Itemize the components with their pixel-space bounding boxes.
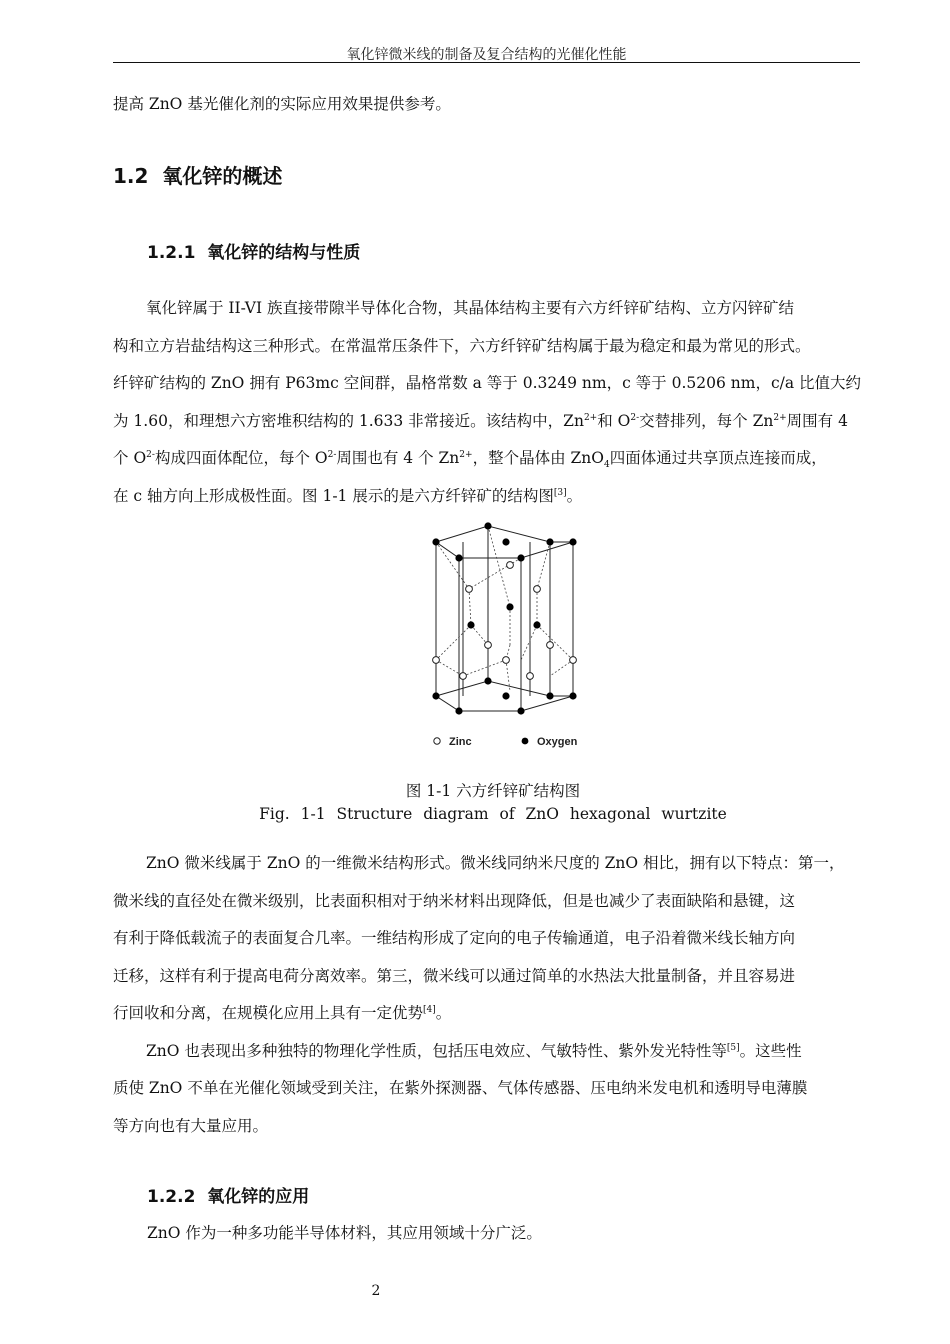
citation: [4] bbox=[423, 1004, 436, 1015]
zinc-legend-marker bbox=[434, 738, 440, 744]
subsection-title: 氧化锌的结构与性质 bbox=[207, 243, 361, 263]
paragraph-structure bbox=[113, 290, 873, 515]
text-line: 构和立方岩盐结构这三种形式。在常温常压条件下，六方纤锌矿结构属于最为稳定和最为常见的形式。 bbox=[113, 336, 811, 355]
continued-text: 提高 ZnO 基光催化剂的实际应用效果提供参考。 bbox=[113, 95, 451, 113]
text-line: 在 c 轴方向上形成极性面。图 1-1 展示的是六方纤锌矿的结构图[3]。 bbox=[113, 486, 583, 505]
text-line: 为 1.60，和理想六方密堆积结构的 1.633 非常接近。该结构中，$Zn^{2+}$和 $O^{2-}$交替排列，每个 $Zn^{2+}$周围有 4 bbox=[113, 411, 848, 430]
subsection-number: 1.2.2 bbox=[147, 1187, 196, 1207]
page-number: 2 bbox=[371, 1283, 381, 1299]
subsection-heading-2 bbox=[147, 1182, 309, 1207]
paragraph-applications: ZnO 作为一种多功能半导体材料，其应用领域十分广泛。 bbox=[147, 1224, 542, 1242]
legend-zinc: Zinc bbox=[449, 736, 472, 748]
text-line: 个 $O^{2-}$构成四面体配位，每个 $O^{2-}$周围也有 4 个 $Zn^{2+}$，整个晶体由 ZnO$_4$四面体通过共享顶点连接而成， bbox=[113, 449, 827, 471]
text-line: 迁移，这样有利于提高电荷分离效率。第三，微米线可以通过简单的水热法大批量制备，并且容易进 bbox=[113, 966, 796, 985]
subsection-number: 1.2.1 bbox=[147, 243, 196, 263]
text-line: 纤锌矿结构的 ZnO 拥有 P63mc 空间群，晶格常数 a 等于 0.3249 nm，c 等于 0.5206 nm，c/a 比值大约 bbox=[113, 374, 862, 392]
text-line: 氧化锌属于 II-VI 族直接带隙半导体化合物，其晶体结构主要有六方纤锌矿结构、立方闪锌矿结 bbox=[146, 299, 795, 317]
text-line: ZnO 也表现出多种独特的物理化学性质，包括压电效应、气敏特性、紫外发光特性等[5]。这些性 bbox=[146, 1041, 802, 1060]
text-line: 等方向也有大量应用。 bbox=[113, 1116, 269, 1135]
running-header: 氧化锌微米线的制备及复合结构的光催化性能 bbox=[346, 47, 627, 63]
legend-oxygen: Oxygen bbox=[537, 736, 578, 748]
text-line: 有利于降低载流子的表面复合几率。一维结构形成了定向的电子传输通道，电子沿着微米线长轴方向 bbox=[113, 929, 796, 947]
section-title: 氧化锌的概述 bbox=[162, 164, 283, 188]
section-number: 1.2 bbox=[113, 164, 149, 188]
text-line: 微米线的直径处在微米级别，比表面积相对于纳米材料出现降低，但是也减少了表面缺陷和悬键，这 bbox=[113, 891, 796, 910]
header-rule bbox=[113, 62, 860, 63]
wurtzite-structure-figure bbox=[413, 515, 593, 755]
section-heading bbox=[113, 160, 282, 189]
oxygen-legend-marker bbox=[522, 738, 529, 745]
figure-caption-en: Fig. 1-1 Structure diagram of ZnO hexagonal wurtzite bbox=[259, 805, 727, 823]
text-line: 行回收和分离，在规模化应用上具有一定优势[4]。 bbox=[113, 1004, 452, 1022]
text-line: ZnO 微米线属于 ZnO 的一维微米结构形式。微米线同纳米尺度的 ZnO 相比，拥有以下特点：第一， bbox=[146, 854, 845, 872]
paragraph-microwire bbox=[113, 845, 873, 1145]
subsection-heading-1 bbox=[147, 238, 360, 263]
subsection-title: 氧化锌的应用 bbox=[207, 1187, 310, 1207]
figure-caption-cn: 图 1-1 六方纤锌矿结构图 bbox=[405, 782, 581, 800]
text-line: 质使 ZnO 不单在光催化领域受到关注，在紫外探测器、气体传感器、压电纳米发电机和透明导电薄膜 bbox=[113, 1079, 808, 1097]
citation: [3] bbox=[553, 487, 567, 498]
citation: [5] bbox=[726, 1042, 740, 1053]
